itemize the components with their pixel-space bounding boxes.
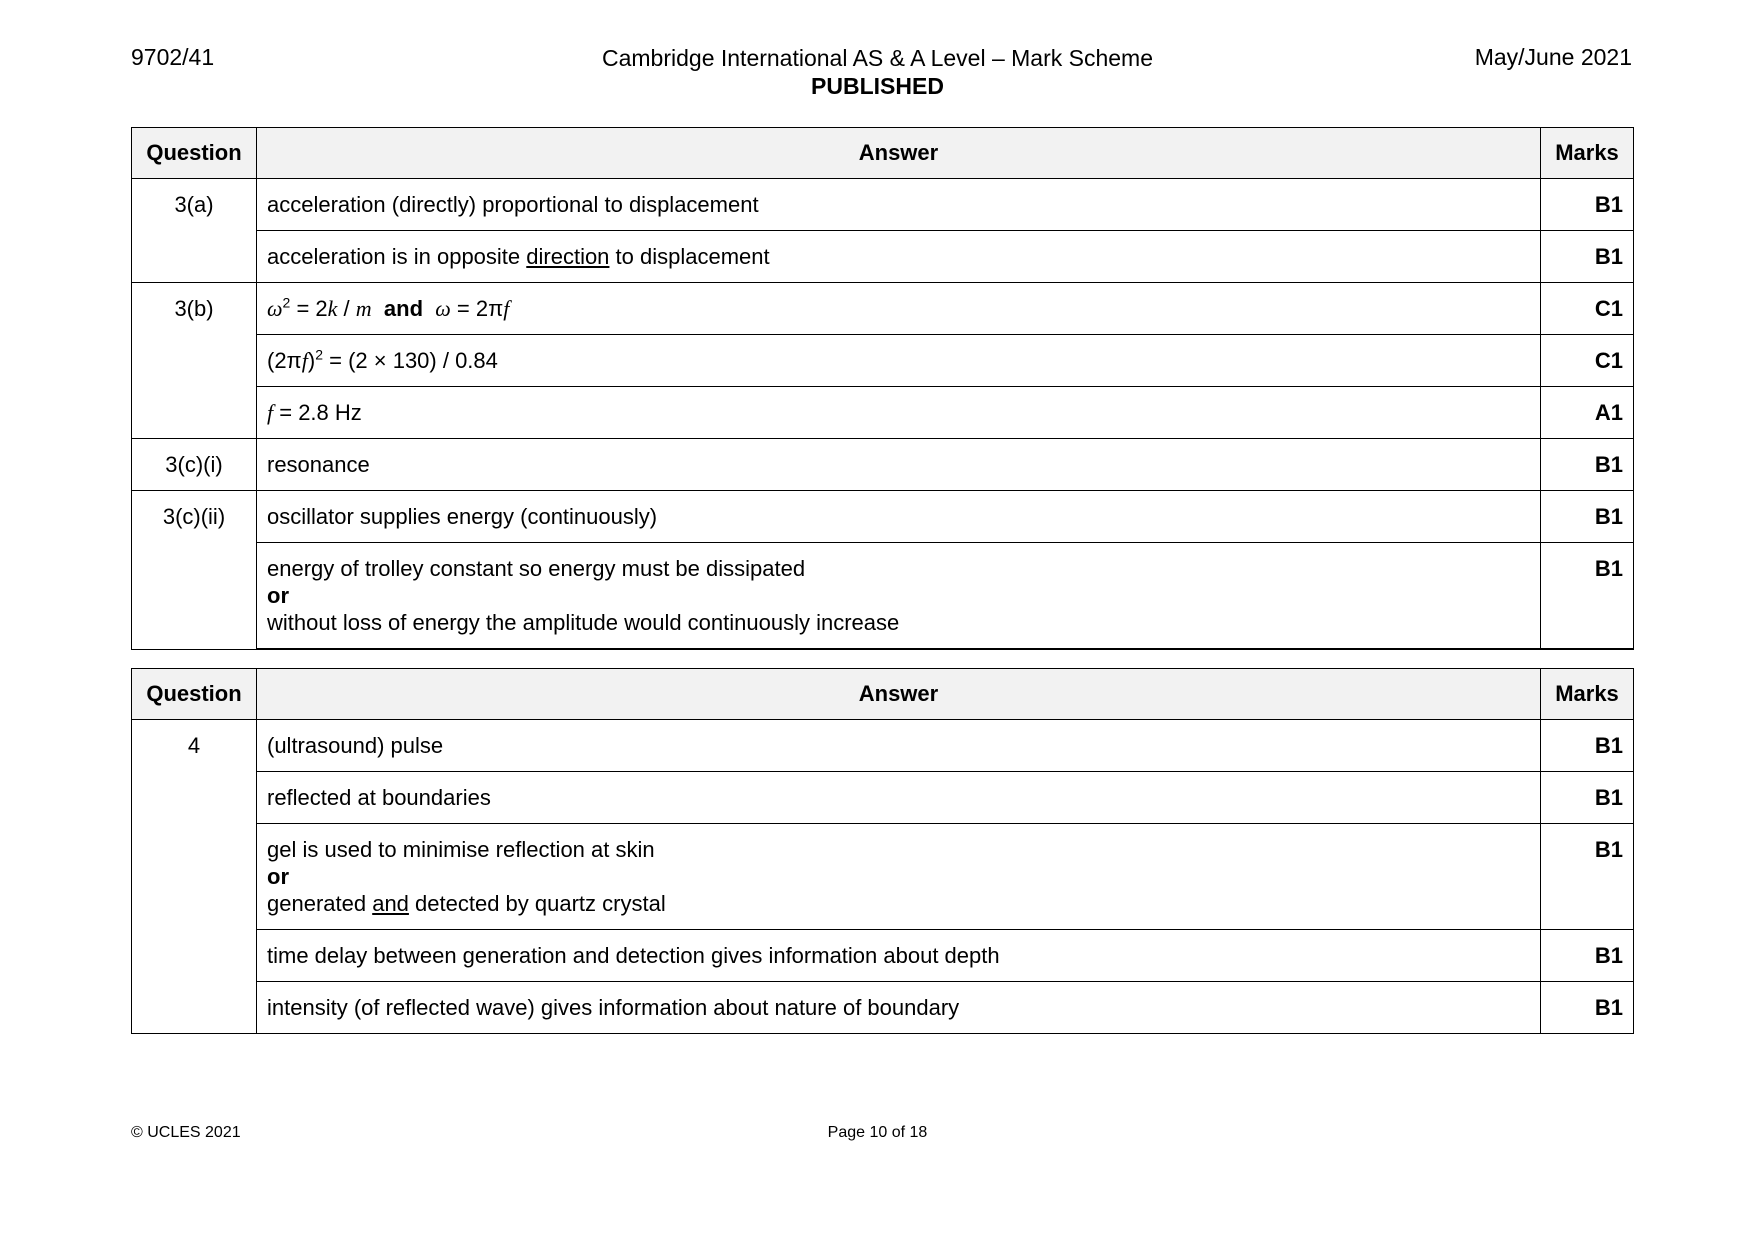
mark-cell: B1 [1541,439,1634,491]
answer-cell: acceleration is in opposite direction to displacement [257,231,1541,283]
copyright-notice: © UCLES 2021 [131,1124,241,1141]
answer-cell: $(2\pi f)^2 = (2 \times 130) / 0.84$ [257,335,1541,387]
question-number: 4 [132,720,257,1034]
answer-cell: oscillator supplies energy (continuously) [257,491,1541,543]
answer-column-header: Answer [257,669,1541,720]
question-number: 3(c)(i) [132,439,257,491]
table-row [132,982,1634,1034]
answer-cell: f = 2.8 Hz [257,387,1541,439]
mark-scheme-table-q3 [131,127,1634,650]
table-row [132,720,1634,772]
question-number: 3(a) [132,179,257,283]
answer-cell: gel is used to minimise reflection at skin or generated and detected by quartz crystal [257,824,1541,930]
mark-cell: B1 [1541,772,1634,824]
table-row [132,335,1634,387]
marks-column-header: Marks [1541,669,1634,720]
answer-cell: resonance [257,439,1541,491]
published-label: PUBLISHED [811,73,944,99]
mark-cell: B1 [1541,543,1634,650]
document-title: Cambridge International AS & A Level – Mark Scheme [601,45,1154,71]
answer-cell: reflected at boundaries [257,772,1541,824]
mark-cell: C1 [1541,335,1634,387]
table-row [132,283,1634,335]
mark-cell: A1 [1541,387,1634,439]
table-row [132,387,1634,439]
answer-cell: intensity (of reflected wave) gives information about nature of boundary [257,982,1541,1034]
table-row [132,824,1634,930]
answer-cell: time delay between generation and detection gives information about depth [257,930,1541,982]
question-column-header: Question [132,669,257,720]
answer-column-header: Answer [257,128,1541,179]
marks-column-header: Marks [1541,128,1634,179]
table-row [132,772,1634,824]
question-number: 3(c)(ii) [132,491,257,650]
table-row [132,179,1634,231]
answer-cell: $\omega^2 = 2k / m$ and ω = 2πf [257,283,1541,335]
table-row [132,930,1634,982]
exam-session: May/June 2021 [1474,44,1632,70]
answer-cell: acceleration (directly) proportional to displacement [257,179,1541,231]
table-row [132,491,1634,543]
mark-cell: B1 [1541,720,1634,772]
table-header-row [132,128,1634,179]
question-number: 3(b) [132,283,257,439]
mark-cell: B1 [1541,930,1634,982]
answer-cell: (ultrasound) pulse [257,720,1541,772]
answer-cell: energy of trolley constant so energy must be dissipated or without loss of energy the amplitude would continuously increase [257,543,1541,650]
table-row [132,439,1634,491]
table-row [132,543,1634,650]
table-header-row [132,669,1634,720]
mark-cell: B1 [1541,824,1634,930]
mark-scheme-table-q4 [131,668,1634,1034]
question-column-header: Question [132,128,257,179]
mark-cell: B1 [1541,491,1634,543]
table-row [132,231,1634,283]
mark-cell: B1 [1541,231,1634,283]
page-number: Page 10 of 18 [827,1124,928,1141]
paper-code: 9702/41 [131,44,215,70]
mark-cell: C1 [1541,283,1634,335]
mark-cell: B1 [1541,982,1634,1034]
mark-cell: B1 [1541,179,1634,231]
